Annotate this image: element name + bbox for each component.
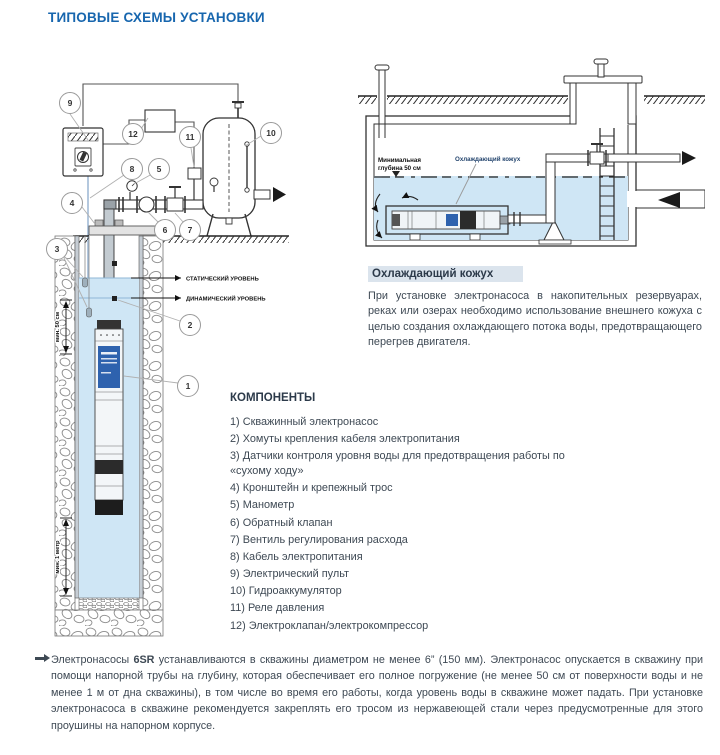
footer-note: [35, 652, 703, 734]
outflow-arrow-icon: [273, 187, 286, 202]
callout-9: [60, 93, 81, 114]
outflow-arrow-icon: [682, 151, 696, 165]
min-depth-label-line2: глубина 50 см: [378, 165, 421, 172]
flow-valve: [165, 187, 185, 213]
list-item: 7) Вентиль регулирования расхода: [230, 533, 408, 546]
submersible-pump: [95, 320, 123, 515]
list-item: 9) Электрический пульт: [230, 568, 350, 581]
static-level-label: СТАТИЧЕСКИЙ УРОВЕНЬ: [186, 276, 259, 283]
svg-text:6: 6: [162, 225, 168, 235]
components-heading: КОМПОНЕНТЫ: [230, 392, 316, 404]
list-item: 2) Хомуты крепления кабеля электропитания: [230, 433, 460, 446]
callout-7: [180, 220, 201, 241]
inlet-pipe: [627, 190, 705, 208]
svg-text:5: 5: [156, 164, 162, 174]
control-panel: [63, 128, 103, 176]
svg-text:9: 9: [67, 98, 73, 108]
right-arrow-icon: [35, 657, 44, 660]
solenoid-valve-box: [145, 110, 175, 132]
callout-6: [155, 220, 176, 241]
svg-text:1: 1: [185, 381, 191, 391]
svg-text:8: 8: [129, 164, 135, 174]
callout-10: [261, 123, 282, 144]
cable-clamp: [112, 261, 117, 266]
cable-clamp: [112, 296, 117, 301]
reservoir-installation-diagram: [358, 58, 705, 260]
reservoir-water: [374, 176, 628, 240]
svg-text:3: 3: [54, 244, 60, 254]
min-depth-label-line1: Минимальная: [378, 157, 421, 164]
svg-text:7: 7: [187, 225, 193, 235]
callout-3: [47, 239, 68, 260]
callout-2: [180, 315, 201, 336]
list-item: 8) Кабель электропитания: [230, 550, 363, 563]
pressure-tank: [203, 102, 286, 236]
well-bottom-gravel: [79, 598, 139, 610]
cooling-jacket-section: [368, 264, 702, 351]
page-title: ТИПОВЫЕ СХЕМЫ УСТАНОВКИ: [48, 10, 265, 25]
cooling-section-body: При установке электронасоса в накопительных резервуарах, реках или озерах необходимо использование внешнего кожуха с целью создания охлаждающего потока воды, предотвращающего перегрев двигателя.: [368, 290, 702, 349]
cooling-jacket-label: Охлаждающий кожух: [455, 156, 521, 163]
list-item: 6) Обратный клапан: [230, 516, 333, 529]
dynamic-level-label: ДИНАМИЧЕСКИЙ УРОВЕНЬ: [186, 296, 266, 303]
list-item: 12) Электроклапан/электрокомпрессор: [230, 619, 429, 632]
list-item: 3) Датчики контроля уровня воды для предотвращения работы по «сухому ходу»: [230, 450, 565, 477]
cooling-section-heading: Охлаждающий кожух: [368, 266, 523, 282]
min-bottom-label: мин. 1 метр: [55, 540, 61, 574]
components-list: [230, 415, 570, 633]
svg-text:11: 11: [185, 132, 195, 142]
callout-11: [180, 127, 201, 148]
svg-text:10: 10: [266, 128, 276, 138]
callout-4: [62, 193, 83, 214]
list-item: 5) Манометр: [230, 499, 295, 512]
elbow: [104, 200, 116, 209]
callout-12: [123, 124, 144, 145]
check-valve: [139, 197, 154, 212]
wellhead-bracket: [89, 220, 161, 235]
svg-text:12: 12: [128, 129, 138, 139]
pressure-switch: [188, 168, 201, 200]
min-depth-label: мин. 50 см: [55, 311, 61, 343]
callout-1: [178, 376, 199, 397]
svg-text:2: 2: [187, 320, 193, 330]
callout-5: [149, 159, 170, 180]
list-item: 11) Реле давления: [230, 602, 325, 615]
callout-8: [122, 159, 143, 180]
outlet-valve: [590, 152, 604, 164]
vent-pipe: [598, 64, 604, 77]
svg-text:4: 4: [69, 198, 75, 208]
list-item: 4) Кронштейн и крепежный трос: [230, 482, 393, 495]
footer-note-text: Электронасосы 6SR устанавливаются в скважины диаметром не менее 6” (150 мм). Электронасос опускается в скважину при помощи напорной трубы на глубину, которая обеспечивает его полное погружение (не менее 50 см от поверхности воды и не менее 1 м от дна скважины), в том числе во время его работы, когда уровень воды в скважине может падать. При установке электронасоса в скважине рекомендуется закреплять его тросом из нержавеющей стали через предусмотренные для этого проушины на напорном корпусе.: [51, 654, 703, 732]
list-item: 1) Скважинный электронасос: [230, 416, 379, 428]
ground-surface: [358, 96, 705, 104]
pump-model: 6SR: [133, 654, 155, 666]
list-item: 10) Гидроаккумулятор: [230, 585, 342, 598]
components-section: [230, 392, 570, 636]
tank-gauge-icon: [210, 178, 218, 186]
